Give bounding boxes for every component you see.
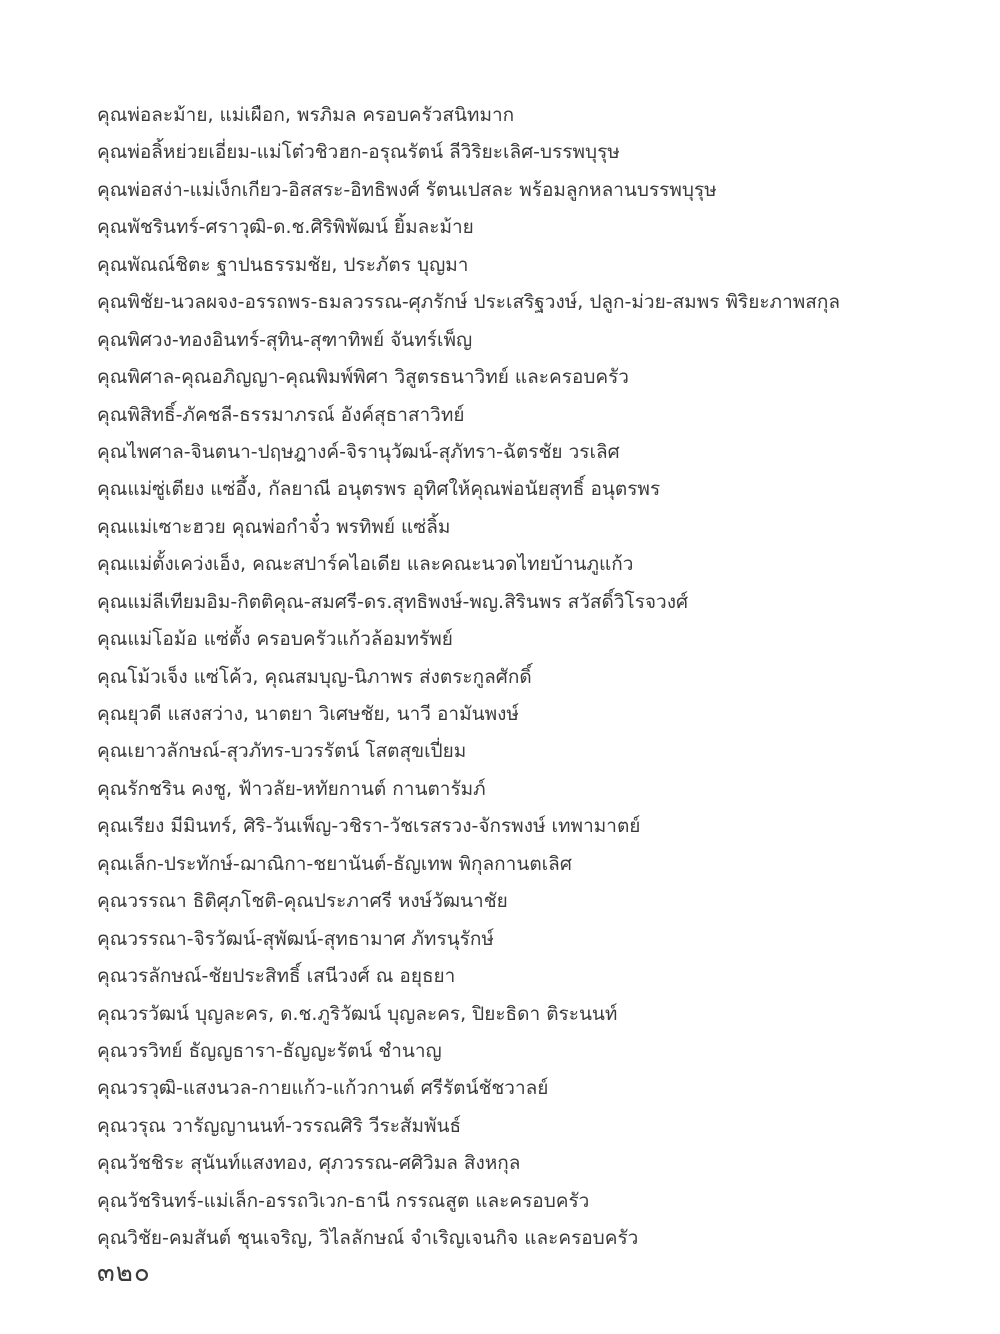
list-item: คุณวิชัย-คมสันต์ ชุนเจริญ, วิไลลักษณ์ จำเริญเจนกิจ และครอบครัว (97, 1227, 639, 1250)
list-item: คุณแม่โอม้อ แซ่ตั้ง ครอบครัวแก้วล้อมทรัพย์ (97, 628, 453, 651)
list-item: คุณพิศวง-ทองอินทร์-สุทิน-สุฑาทิพย์ จันทร์เพ็ญ (97, 328, 473, 351)
list-item: คุณวรรณา ธิติศุภโชติ-คุณประภาศรี หงษ์วัฒนาชัย (97, 890, 508, 913)
list-item: คุณพ่อสง่า-แม่เง็กเกียว-อิสสระ-อิทธิพงศ์ รัตนเปสละ พร้อมลูกหลานบรรพบุรุษ (97, 178, 717, 201)
list-item: คุณวรวุฒิ-แสงนวล-กายแก้ว-แก้วกานต์ ศรีรัตน์ชัชวาลย์ (97, 1077, 549, 1100)
list-item: คุณรักชริน คงชู, ฟ้าวลัย-หทัยกานต์ กานตารัมภ์ (97, 777, 486, 800)
list-item: คุณวรวิทย์ ธัญญธารา-ธัญญะรัตน์ ชำนาญ (97, 1039, 442, 1062)
list-item: คุณแม่ซู่เตียง แซ่อึ้ง, กัลยาณี อนุตรพร อุทิศให้คุณพ่อนัยสุทธิ์ อนุตรพร (97, 478, 661, 501)
list-item: คุณพิชัย-นวลผจง-อรรถพร-ธมลวรรณ-ศุภรักษ์ ประเสริฐวงษ์, ปลูก-ม่วย-สมพร พิริยะภาพสกุล (97, 291, 841, 314)
list-item: คุณพัชรินทร์-ศราวุฒิ-ด.ช.ศิริพิพัฒน์ ยิ้มละม้าย (97, 216, 474, 239)
list-item: คุณแม่ตั้งเคว่งเอ็ง, คณะสปาร์คไอเดีย และคณะนวดไทยบ้านภูแก้ว (97, 553, 634, 576)
donor-name-list (97, 97, 977, 1258)
list-item: คุณพัณณ์ชิตะ ฐาปนธรรมชัย, ประภัตร บุญมา (97, 253, 469, 276)
page-number: ๓๒๐ (97, 1258, 151, 1288)
list-item: คุณพ่อละม้าย, แม่เผือก, พรภิมล ครอบครัวสนิทมาก (97, 104, 515, 126)
list-item: คุณวรรณา-จิรวัฒน์-สุพัฒน์-สุทธามาศ ภัทรนุรักษ์ (97, 927, 494, 950)
list-item: คุณวรุณ วารัญญานนท์-วรรณศิริ วีระสัมพันธ์ (97, 1114, 462, 1137)
list-item: คุณแม่ลีเทียมอิม-กิตติคุณ-สมศรี-ดร.สุทธิพงษ์-พญ.สิรินพร สวัสดิ์วิโรจวงศ์ (97, 590, 689, 613)
list-item: คุณยุวดี แสงสว่าง, นาตยา วิเศษชัย, นาวี อามันพงษ์ (97, 703, 519, 725)
list-item: คุณพิสิทธิ์-ภัคชลี-ธรรมาภรณ์ อังค์สุธาสาวิทย์ (97, 403, 465, 426)
list-item: คุณเรียง มีมินทร์, ศิริ-วันเพ็ญ-วชิรา-วัชเรสรวง-จักรพงษ์ เทพามาตย์ (97, 815, 641, 838)
list-item: คุณไพศาล-จินตนา-ปฤษฎางค์-จิรานุวัฒน์-สุภัทรา-ฉัตรชัย วรเลิศ (97, 440, 620, 463)
list-item: คุณพิศาล-คุณอภิญญา-คุณพิมพ์พิศา วิสูตรธนาวิทย์ และครอบครัว (97, 366, 629, 389)
list-item: คุณเยาวลักษณ์-สุวภัทร-บวรรัตน์ โสตสุขเปี่ยม (97, 740, 467, 763)
list-item: คุณวรลักษณ์-ชัยประสิทธิ์ เสนีวงศ์ ณ อยุธยา (97, 965, 456, 988)
list-item: คุณวัชรินทร์-แม่เล็ก-อรรถวิเวก-ธานี กรรณสูต และครอบครัว (97, 1189, 590, 1212)
list-item: คุณแม่เซาะฮวย คุณพ่อกำจั๋ว พรทิพย์ แซ่ลิ้ม (97, 515, 451, 538)
list-item: คุณวัชชิระ สุนันท์แสงทอง, ศุภวรรณ-ศศิวิมล สิงหกุล (97, 1152, 521, 1175)
list-item: คุณพ่อลิ้หย่วยเอี่ยม-แม่โต๋วชิวฮก-อรุณรัตน์ ลีวิริยะเลิศ-บรรพบุรุษ (97, 141, 620, 164)
list-item: คุณเล็ก-ประทักษ์-ฌาณิกา-ชยานันต์-ธัญเทพ พิกุลกานตเลิศ (97, 852, 572, 875)
list-item: คุณวรวัฒน์ บุญละคร, ด.ช.ภูริวัฒน์ บุญละคร, ปิยะธิดา ติระนนท์ (97, 1002, 618, 1025)
list-item: คุณโม้วเจ็ง แซ่โค้ว, คุณสมบุญ-นิภาพร ส่งตระกูลศักดิ์ (97, 665, 532, 688)
